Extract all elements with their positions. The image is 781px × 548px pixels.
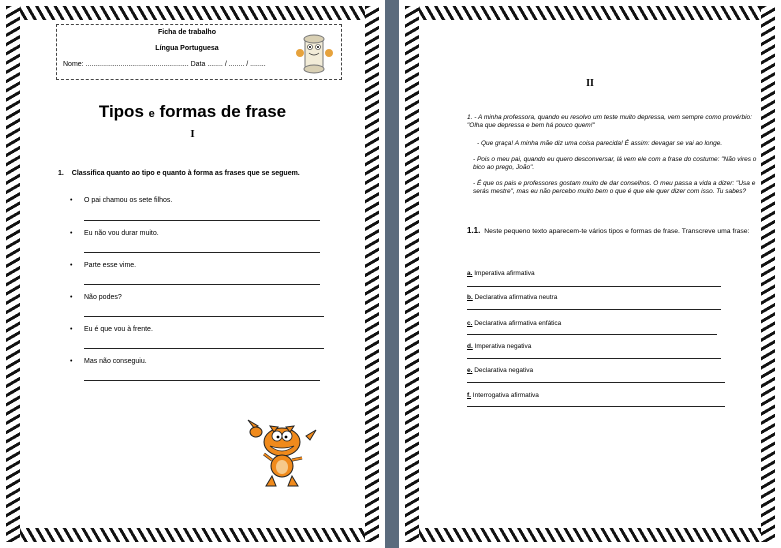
text-paragraph: 1. - A minha professora, quando eu resolvo um teste muito depressa, vem sempre como provérbio: "Olha que depressa e bem há pouco quem!" [467, 114, 752, 129]
bullet-icon: • [70, 294, 73, 301]
exercise-item: • Parte esse vime. [70, 262, 137, 269]
answer-line[interactable] [467, 382, 725, 383]
decorative-border-right [761, 6, 775, 542]
worksheet-title: Ficha de trabalho [158, 29, 216, 36]
worksheet-header-box [56, 24, 342, 80]
decorative-border-bottom [405, 528, 775, 542]
decorative-border-bottom [6, 528, 379, 542]
option-c: c. Declarativa afirmativa enfática [467, 320, 562, 327]
garfield-cat-icon [244, 418, 320, 490]
section-number-II: II [586, 78, 594, 89]
exercise-item: • Mas não conseguiu. [70, 358, 147, 365]
text-paragraph: - Que graça! A minha mãe diz uma coisa parecida! É assim: devagar se vai ao longe. [477, 140, 723, 147]
question-1-1: 1.1. Neste pequeno texto aparecem-te vários tipos e formas de frase. Transcreve uma frase: [467, 226, 750, 235]
answer-line[interactable] [84, 316, 324, 317]
name-date-line: Nome: ..................................................... Data ........ / ........ / ........ [63, 61, 266, 68]
answer-line[interactable] [84, 252, 320, 253]
option-e: e. Declarativa negativa [467, 367, 534, 374]
exercise-item: • Não podes? [70, 294, 122, 301]
answer-line[interactable] [467, 358, 721, 359]
answer-line[interactable] [467, 334, 717, 335]
section-number-I: I [190, 128, 195, 140]
decorative-border-top [6, 6, 379, 20]
exercise-item: • O pai chamou os sete filhos. [70, 197, 173, 204]
page-title: Tipos e formas de frase [98, 102, 287, 121]
text-paragraph: - É que os pais e professores gostam muito de dar conselhos. O meu passa a vida a dizer: "Usa e serás mestre", mas eu não percebo muito bem o que é que ele quer dizer com isso. Tu sabes? [473, 180, 756, 195]
subject-label: Língua Portuguesa [155, 45, 219, 52]
option-b: b. Declarativa afirmativa neutra [467, 294, 558, 301]
bullet-icon: • [70, 197, 73, 204]
worksheet-page-right [399, 0, 781, 548]
text-paragraph: - Pois o meu pai, quando eu quero desconversar, lá vem ele com a frase do costume: "Não vires o bico ao prego, João". [473, 156, 757, 171]
worksheet-page-left [0, 0, 385, 548]
exercise-item: • Eu é que vou à frente. [70, 326, 153, 333]
answer-line[interactable] [84, 284, 320, 285]
decorative-border-right [365, 6, 379, 542]
answer-line[interactable] [84, 380, 320, 381]
page-content-right [419, 20, 761, 528]
bullet-icon: • [70, 262, 73, 269]
option-a: a. Imperativa afirmativa [467, 270, 535, 277]
option-d: d. Imperativa negativa [467, 343, 532, 350]
bullet-icon: • [70, 230, 73, 237]
decorative-border-top [405, 6, 775, 20]
scroll-mascot-icon [295, 31, 335, 75]
answer-line[interactable] [467, 286, 721, 287]
bullet-icon: • [70, 358, 73, 365]
exercise-instruction: 1. Classifica quanto ao tipo e quanto à forma as frases que se seguem. [58, 170, 300, 177]
decorative-border-left [6, 6, 20, 542]
answer-line[interactable] [467, 309, 721, 310]
answer-line[interactable] [467, 406, 725, 407]
answer-line[interactable] [84, 348, 324, 349]
answer-line[interactable] [84, 220, 320, 221]
bullet-icon: • [70, 326, 73, 333]
exercise-item: • Eu não vou durar muito. [70, 230, 159, 237]
option-f: f. Interrogativa afirmativa [467, 392, 539, 399]
decorative-border-left [405, 6, 419, 542]
page-content-left [20, 20, 365, 528]
